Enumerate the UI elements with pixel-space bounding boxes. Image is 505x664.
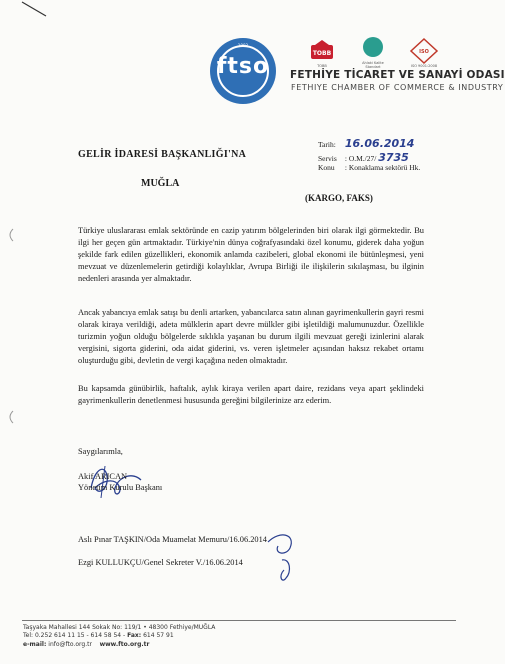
chamber-logo xyxy=(210,38,276,104)
delivery-method: (KARGO, FAKS) xyxy=(305,193,373,203)
recipient-city: MUĞLA xyxy=(141,178,180,189)
tobb-badge-caption: TOBB xyxy=(317,64,327,68)
cc-line-approved: Ezgi KULLUKÇU/Genel Sekreter V./16.06.2014 xyxy=(78,558,243,567)
phone-label: Tel: xyxy=(23,632,34,639)
margin-mark-icon xyxy=(5,409,15,425)
body-paragraph: Türkiye uluslararası emlak sektöründe en cazip yatırım bölgelerinden biri olarak ilgi görmektedir. Bu ilgi her geçen gün artmaktadır. Türkiye'nin dünya coğrafyasındaki özel konumu, giderek daha yoğun şekilde fark edilen güzellikleri, ekonomik anlamda cazibeleri, global ekonomi ile bütünleşmesi, yeni mevzuat ve düzenlemelerin getirdiği kolaylıklar, Avrupa Birliği ile ilişkilerin sıkılaşması, bu ilginin nedenleri arasında yer almaktadır. xyxy=(78,226,424,283)
organization-title: FETHİYE TİCARET VE SANAYİ ODASI xyxy=(290,69,505,81)
subject-label: Konu xyxy=(318,163,335,172)
ethics-standard-badge-icon xyxy=(362,36,384,60)
fax-label: Fax: xyxy=(127,632,142,639)
ethics-badge-caption: Ahlaki Kalite Standart xyxy=(362,61,384,69)
cc-line-prepared: Aslı Pınar TAŞKIN/Oda Muamelat Memuru/16.06.2014 xyxy=(78,535,267,544)
footer-address: Taşyaka Mahallesi 144 Sokak No: 119/1 • 48300 Fethiye/MUĞLA xyxy=(23,624,216,631)
email-label: e-mail: xyxy=(23,641,47,648)
footer-phone-fax: Tel: 0.252 614 11 15 - 614 58 54 - Fax: 614 57 91 xyxy=(23,632,174,639)
logo-year: 1903 xyxy=(237,43,249,48)
tobb-badge-icon xyxy=(310,39,334,63)
reference-label: Servis xyxy=(318,154,337,163)
website-link[interactable]: www.fto.org.tr xyxy=(99,641,150,648)
phone-number: 0.252 614 11 15 - 614 58 54 xyxy=(34,632,122,639)
date-value: 16.06.2014 xyxy=(344,137,415,150)
date-row xyxy=(318,137,414,150)
iso-badge-caption: ISO 9001:2008 xyxy=(410,64,438,68)
footer-contact xyxy=(23,641,149,648)
closing-salutation: Saygılarımla, xyxy=(78,447,123,456)
email-link[interactable]: info@fto.org.tr xyxy=(48,641,92,648)
recipient-heading: GELİR İDARESİ BAŞKANLIĞI'NA xyxy=(78,149,247,160)
reference-number: 3735 xyxy=(378,151,409,164)
reference-prefix: : O.M./27/ xyxy=(344,154,377,163)
body-paragraph: Bu kapsamda günübirlik, haftalık, aylık kiraya verilen apart daire, rezidans veya apart şeklindeki gayrimenkullerin denetlenmesi hususunda gereğini bilgilerinize arz ederim. xyxy=(78,384,424,405)
svg-text:TOBB: TOBB xyxy=(312,50,332,57)
subject-value: : Konaklama sektörü Hk. xyxy=(344,163,421,172)
svg-text:ISO: ISO xyxy=(419,49,429,55)
date-label: Tarih: xyxy=(318,140,336,149)
logo-monogram: ftso xyxy=(216,54,270,79)
subject-row xyxy=(318,163,420,172)
body-paragraph: Ancak yabancıya emlak satışı bu denli artarken, yabancılarca satın alınan gayrimenkullerin gayri resmi olarak kiraya verildiği, adeta mülklerin apart devre mülkler gibi işletildiği malumunuzdur. Özellikle turizmin yoğun olduğu bölgelerde sıklıkla yaşanan bu durum ilgili mevzuat gereği izinlerini alarak vergisini, sigorta giderini, oda aidat giderini, vs. veren işletmeler açısından haksız rekabet ortamı oluşturduğu gibi, devletin de vergi kaçağına neden olmaktadır. xyxy=(78,308,424,365)
iso-certificate-badge-icon xyxy=(410,38,438,64)
margin-mark-icon xyxy=(5,227,15,243)
pen-stroke-mark xyxy=(20,0,48,18)
signer-title: Yönetim Kurulu Başkanı xyxy=(78,483,163,492)
organization-subtitle: FETHIYE CHAMBER OF COMMERCE & INDUSTRY xyxy=(291,83,504,92)
fax-number: 614 57 91 xyxy=(143,632,174,639)
signer-name: Akif ARICAN xyxy=(78,472,128,481)
footer-divider xyxy=(22,620,456,621)
handwritten-initials xyxy=(260,528,310,588)
